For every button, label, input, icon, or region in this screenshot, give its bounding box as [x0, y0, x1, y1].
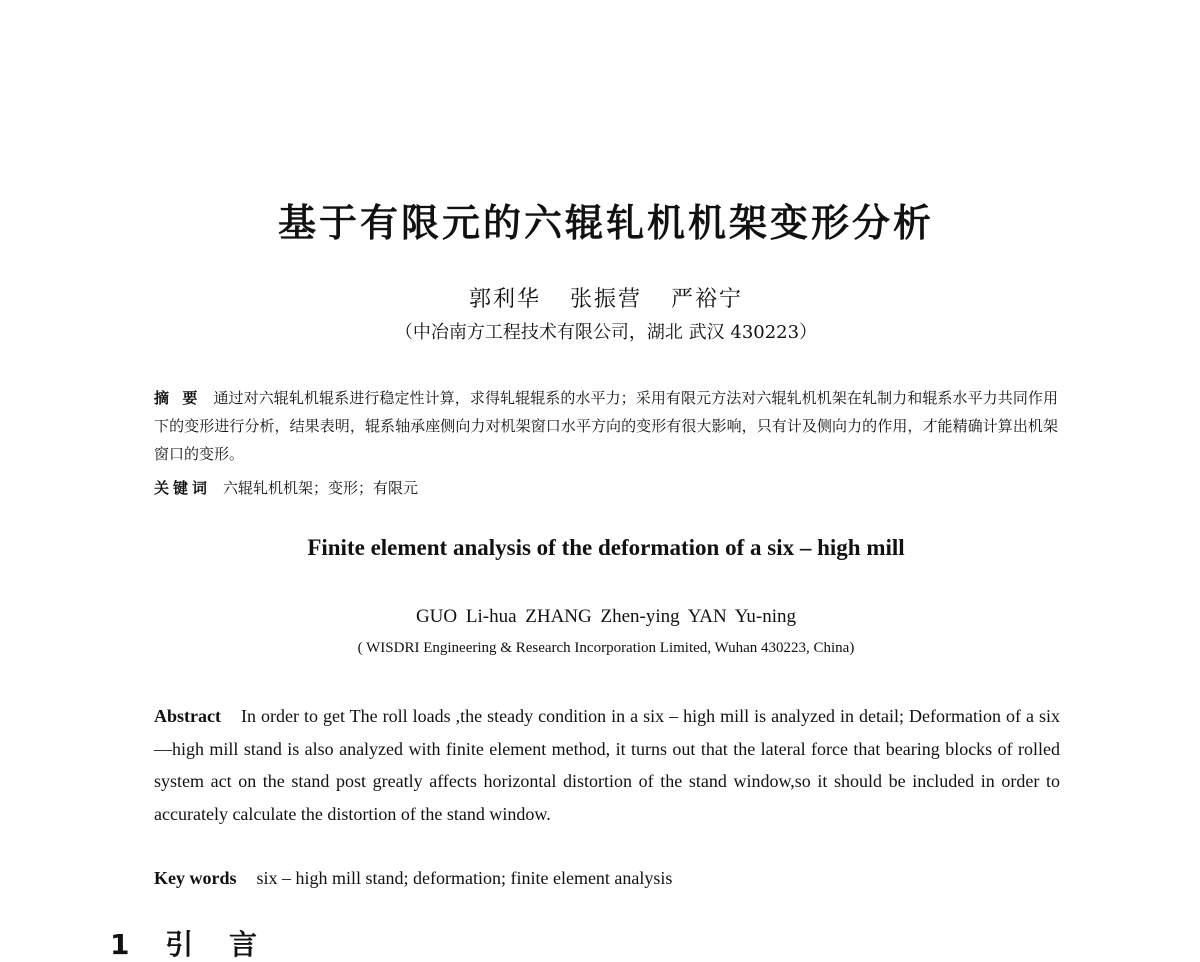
- section-heading-introduction: 1 引 言: [110, 928, 257, 961]
- chinese-authors: 郭利华 张振营 严裕宁: [469, 287, 743, 312]
- english-authors: GUO Li-hua ZHANG Zhen-ying YAN Yu-ning: [415, 606, 797, 627]
- english-title: Finite element analysis of the deformation of a six – high mill: [307, 535, 905, 560]
- english-keywords-text: six – high mill stand; deformation; finite element analysis: [256, 868, 673, 888]
- chinese-title: 基于有限元的六辊轧机机架变形分析: [277, 201, 934, 245]
- chinese-abstract-label: 摘 要: [154, 389, 202, 407]
- english-keywords: [154, 862, 1060, 894]
- chinese-abstract-text: 通过对六辊轧机辊系进行稳定性计算，求得轧辊辊系的水平力；采用有限元方法对六辊轧机机架在轧制力和辊系水平力共同作用下的变形进行分析，结果表明，辊系轴承座侧向力对机架窗口水平方向的变形有很大影响，只有计及侧向力的作用，才能精确计算出机架窗口的变形。: [154, 389, 1058, 463]
- english-abstract-label: Abstract: [154, 706, 221, 726]
- chinese-abstract: [154, 384, 1058, 468]
- chinese-keywords-label: 关键词: [154, 479, 212, 497]
- chinese-keywords: [154, 475, 1058, 501]
- chinese-affiliation: （中冶南方工程技术有限公司，湖北 武汉 430223）: [394, 322, 818, 343]
- chinese-keywords-text: 六辊轧机机架；变形；有限元: [223, 479, 419, 497]
- english-affiliation: ( WISDRI Engineering & Research Incorporation Limited, Wuhan 430223, China): [357, 640, 855, 656]
- english-abstract: [154, 700, 1060, 830]
- english-abstract-text: In order to get The roll loads ,the steady condition in a six – high mill is analyzed in detail; Deformation of a six—high mill stand is also analyzed with finite element method, it turns out that the lateral force that bearing blocks of rolled system act on the stand post greatly affects horizontal distortion of the stand window,so it should be included in order to accurately calculate the distortion of the stand window.: [154, 706, 1060, 824]
- english-keywords-label: Key words: [154, 868, 237, 888]
